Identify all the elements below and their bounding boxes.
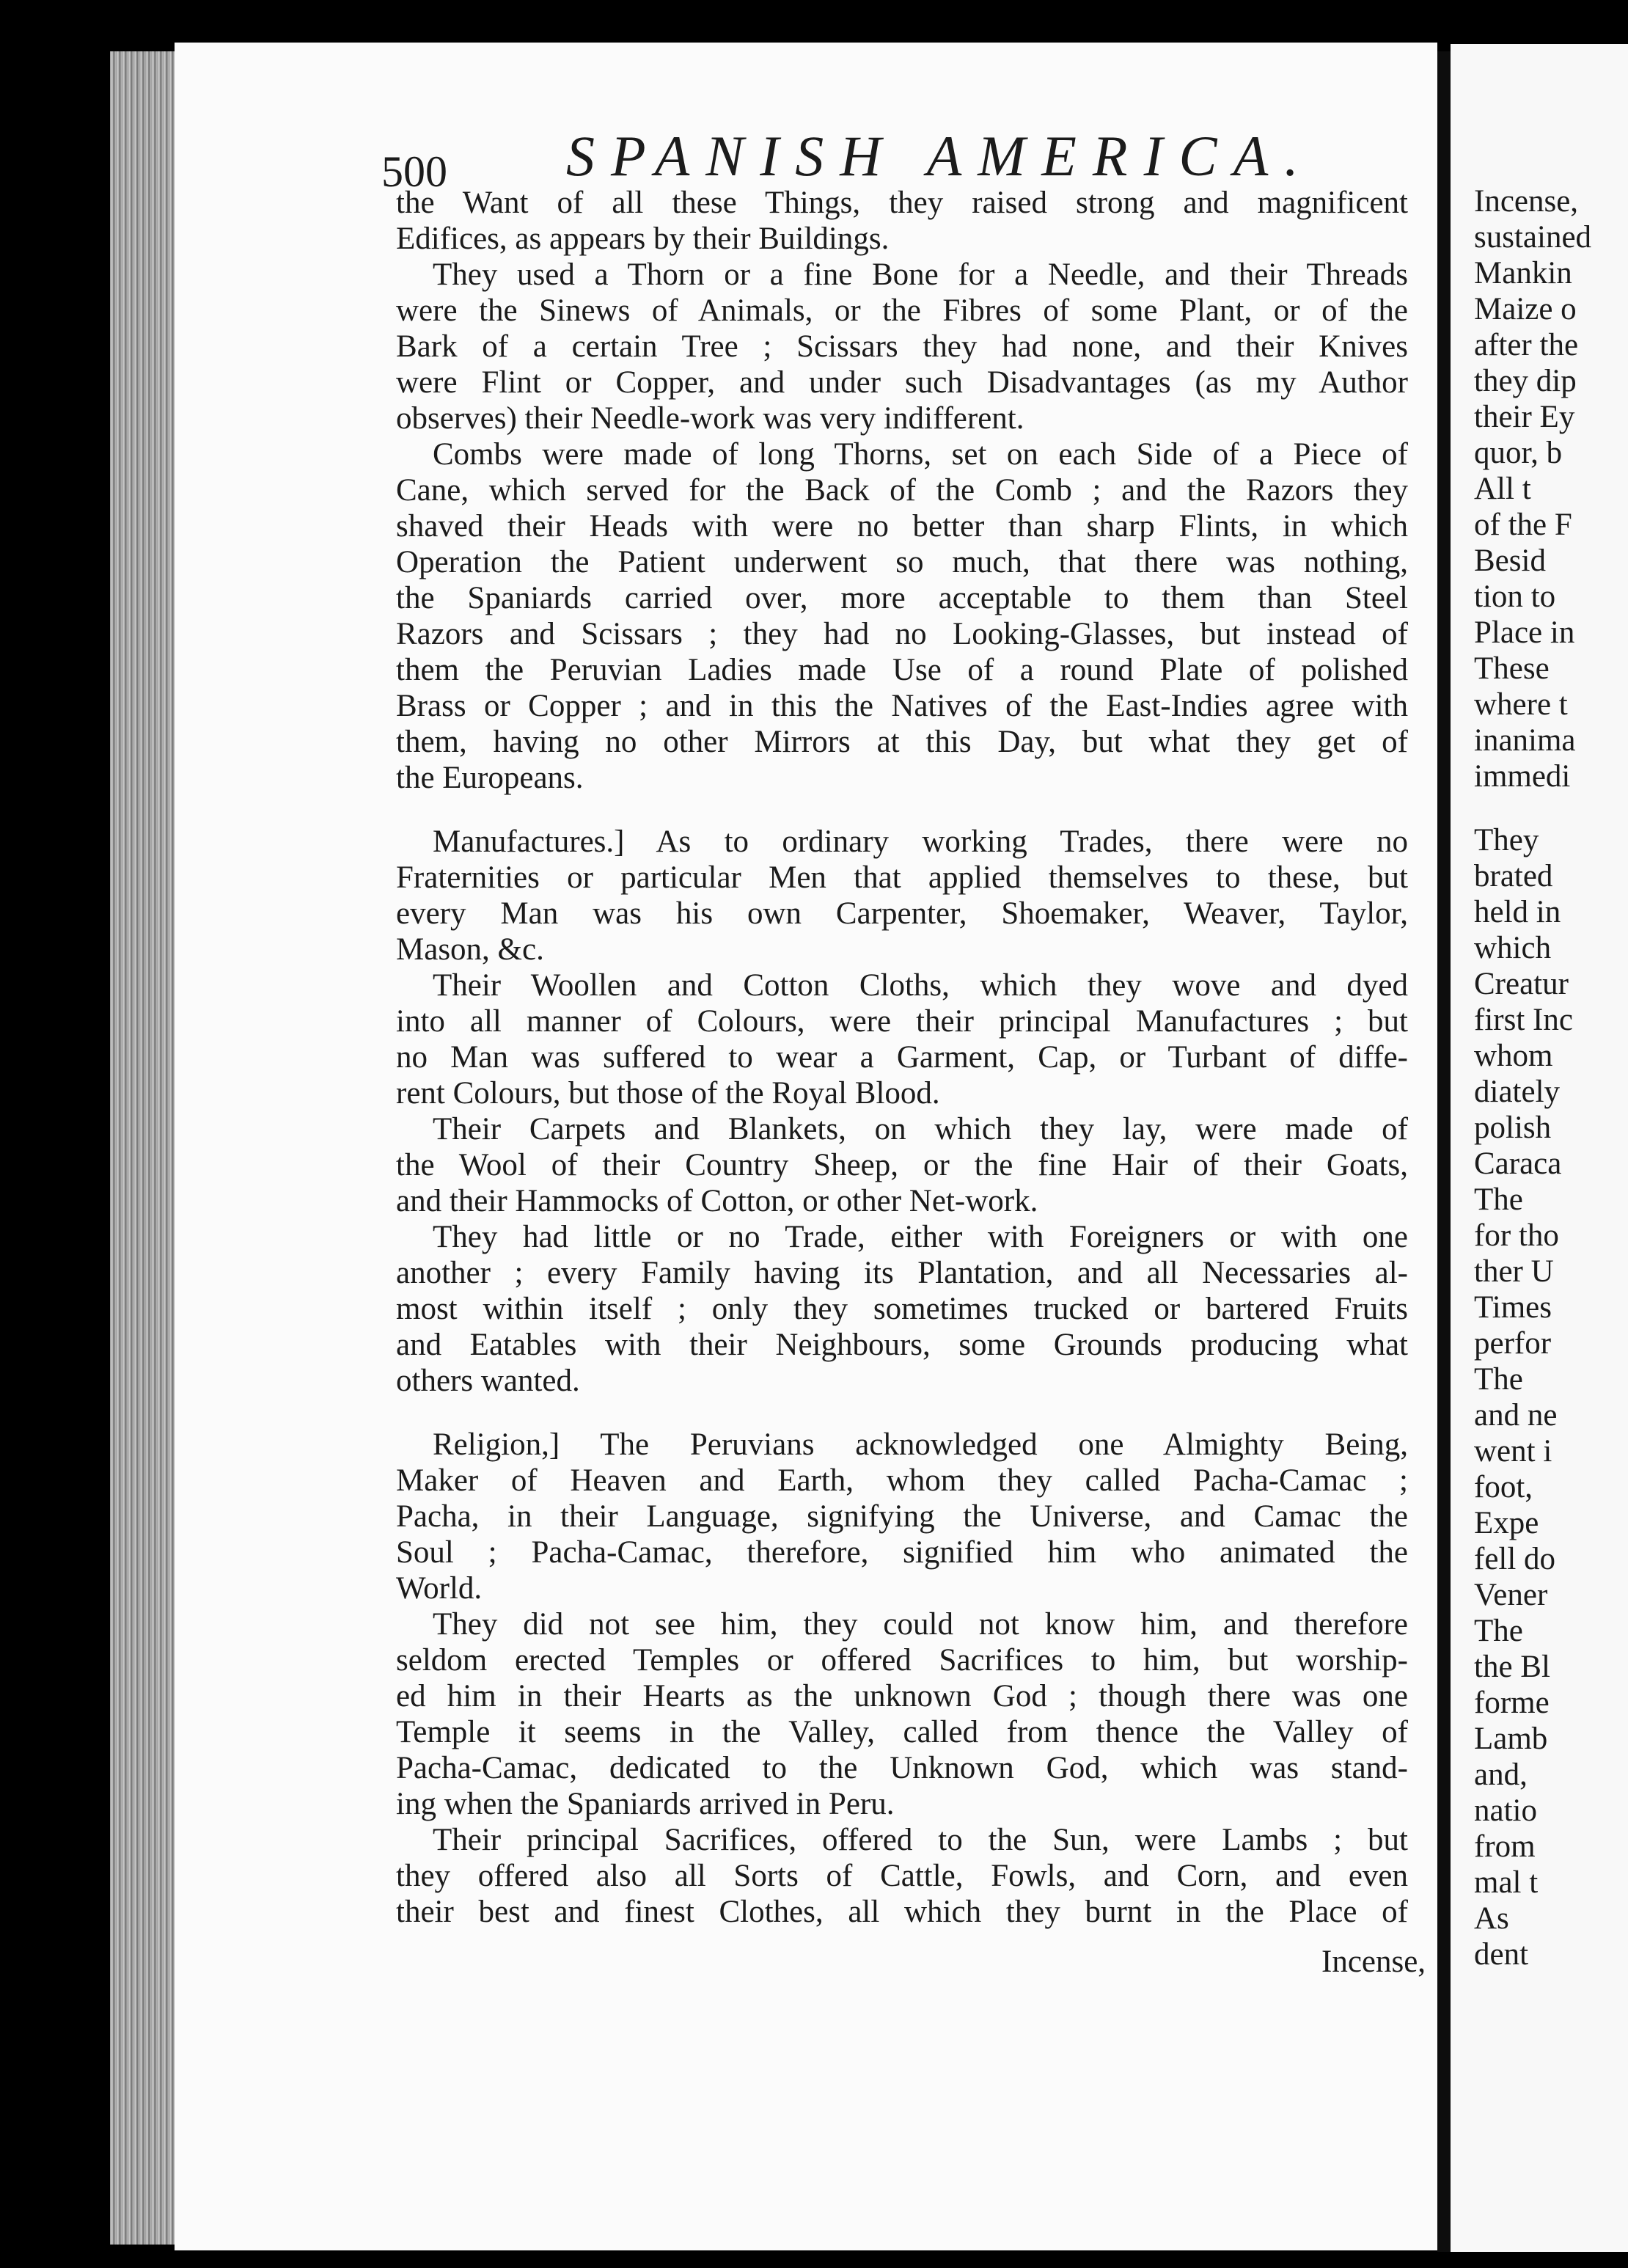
text-line: Brass or Copper ; and in this the Natives of the East-Indies agree with [396,689,1408,723]
fragment-line: Lamb [1474,1722,1548,1756]
text-line: the Europeans. [396,761,584,795]
text-line: they offered also all Sorts of Cattle, Fowls, and Corn, and even [396,1859,1408,1893]
text-line: no Man was suffered to wear a Garment, Cap, or Turbant of diffe- [396,1040,1408,1075]
fragment-line: immedi [1474,759,1571,794]
fragment-line: Maize o [1474,292,1577,326]
text-line: Razors and Scissars ; they had no Looking-Glasses, but instead of [396,617,1408,651]
page-block-edges [110,51,176,2245]
text-line: ing when the Spaniards arrived in Peru. [396,1787,895,1821]
text-line: Their principal Sacrifices, offered to the Sun, were Lambs ; but [433,1823,1408,1857]
text-line: their best and finest Clothes, all which they burnt in the Place of [396,1895,1408,1929]
text-line: Their Carpets and Blankets, on which they lay, were made of [433,1112,1408,1146]
fragment-line: Times [1474,1290,1552,1325]
fragment-line: Mankin [1474,256,1572,290]
text-line: others wanted. [396,1364,580,1398]
text-line: every Man was his own Carpenter, Shoemaker, Weaver, Taylor, [396,896,1408,931]
text-line: They did not see him, they could not know him, and therefore [433,1607,1408,1642]
text-line: Mason, &c. [396,932,544,967]
fragment-line: The [1474,1362,1523,1397]
fragment-line: diately [1474,1075,1561,1109]
fragment-line: forme [1474,1686,1550,1720]
page-number: 500 [381,147,447,196]
fragment-line: after the [1474,328,1579,362]
text-line: the Want of all these Things, they raised strong and magnificent [396,186,1408,220]
text-line: rent Colours, but those of the Royal Blood. [396,1076,940,1111]
catchword: Incense, [1321,1945,1426,1979]
fragment-line: they dip [1474,364,1577,398]
text-line: Manufactures.] As to ordinary working Trades, there were no [433,824,1408,859]
text-line: most within itself ; only they sometimes trucked or bartered Fruits [396,1292,1408,1326]
fragment-line: the Bl [1474,1650,1550,1684]
fragment-line: and ne [1474,1398,1558,1433]
fragment-line: foot, [1474,1470,1533,1504]
fragment-line: These [1474,651,1550,686]
fragment-line: where t [1474,687,1568,722]
fragment-line: inanima [1474,723,1576,758]
text-line: Edifices, as appears by their Buildings. [396,222,890,256]
fragment-line: Besid [1474,544,1546,578]
fragment-line: their Ey [1474,400,1575,434]
running-title: SPANISH AMERICA. [566,124,1315,188]
text-line: Cane, which served for the Back of the Comb ; and the Razors they [396,473,1408,508]
text-line: and Eatables with their Neighbours, some Grounds producing what [396,1328,1408,1362]
fragment-line: quor, b [1474,436,1563,470]
text-line: into all manner of Colours, were their principal Manufactures ; but [396,1004,1408,1039]
fragment-line: went i [1474,1434,1552,1468]
fragment-line: They [1474,823,1539,857]
text-line: Pacha, in their Language, signifying the Universe, and Camac the [396,1499,1408,1534]
fragment-line: All t [1474,472,1531,506]
fragment-line: held in [1474,895,1561,929]
text-line: Combs were made of long Thorns, set on each Side of a Piece of [433,437,1408,472]
text-line: Bark of a certain Tree ; Scissars they had none, and their Knives [396,329,1408,364]
fragment-line: The [1474,1614,1523,1648]
fragment-line: sustained [1474,220,1592,255]
text-line: They had little or no Trade, either with Foreigners or with one [433,1220,1408,1254]
text-line: another ; every Family having its Plantation, and all Necessaries al- [396,1256,1408,1290]
paragraph-gap [1474,794,1628,822]
fragment-line: mal t [1474,1865,1539,1900]
fragment-line: for tho [1474,1218,1559,1253]
fragment-line: Creatur [1474,967,1569,1001]
fragment-line: tion to [1474,579,1556,614]
text-line: the Wool of their Country Sheep, or the fine Hair of their Goats, [396,1148,1408,1182]
text-line: seldom erected Temples or offered Sacrifices to him, but worship- [396,1643,1408,1678]
fragment-line: Caraca [1474,1146,1562,1181]
paragraph-gap [396,1399,1408,1427]
text-line: Fraternities or particular Men that applied themselves to these, but [396,860,1408,895]
fragment-line: fell do [1474,1542,1556,1576]
fragment-line: polish [1474,1111,1552,1145]
text-line: Religion,] The Peruvians acknowledged one Almighty Being, [433,1427,1408,1462]
text-line: World. [396,1571,483,1606]
text-line: them the Peruvian Ladies made Use of a round Plate of polished [396,653,1408,687]
fragment-line: As [1474,1901,1509,1936]
text-line: Pacha-Camac, dedicated to the Unknown God, which was stand- [396,1751,1408,1785]
fragment-line: first Inc [1474,1003,1573,1037]
fragment-line: and, [1474,1757,1528,1792]
fragment-line: brated [1474,859,1553,893]
text-line: the Spaniards carried over, more acceptable to them than Steel [396,581,1408,615]
text-line: were the Sinews of Animals, or the Fibres of some Plant, or of the [396,293,1408,328]
fragment-line: Vener [1474,1578,1548,1612]
main-text-column [396,185,1408,1930]
text-line: Operation the Patient underwent so much, that there was nothing, [396,545,1408,579]
text-line: shaved their Heads with were no better than sharp Flints, in which [396,509,1408,544]
fragment-line: which [1474,931,1552,965]
fragment-line: Expe [1474,1506,1539,1540]
text-line: and their Hammocks of Cotton, or other Net-work. [396,1184,1038,1218]
text-line: Maker of Heaven and Earth, whom they called Pacha-Camac ; [396,1463,1408,1498]
fragment-line: The [1474,1182,1523,1217]
text-line: Temple it seems in the Valley, called from thence the Valley of [396,1715,1408,1749]
fragment-line: from [1474,1829,1536,1864]
text-line: them, having no other Mirrors at this Day, but what they get of [396,725,1408,759]
right-page-fragment [1474,183,1628,1972]
fragment-line: dent [1474,1937,1529,1972]
text-line: They used a Thorn or a fine Bone for a Needle, and their Threads [433,257,1408,292]
fragment-line: natio [1474,1793,1537,1828]
fragment-line: whom [1474,1039,1553,1073]
fragment-line: ther U [1474,1254,1554,1289]
text-line: were Flint or Copper, and under such Disadvantages (as my Author [396,365,1408,400]
fragment-line: of the F [1474,508,1572,542]
fragment-line: Place in [1474,615,1575,650]
paragraph-gap [396,796,1408,824]
fragment-line: Incense, [1474,184,1579,219]
text-line: observes) their Needle-work was very indifferent. [396,401,1024,436]
text-line: Soul ; Pacha-Camac, therefore, signified him who animated the [396,1535,1408,1570]
fragment-line: perfor [1474,1326,1552,1361]
text-line: Their Woollen and Cotton Cloths, which they wove and dyed [433,968,1408,1003]
text-line: ed him in their Hearts as the unknown God ; though there was one [396,1679,1408,1713]
book-gutter [1437,51,1451,2252]
